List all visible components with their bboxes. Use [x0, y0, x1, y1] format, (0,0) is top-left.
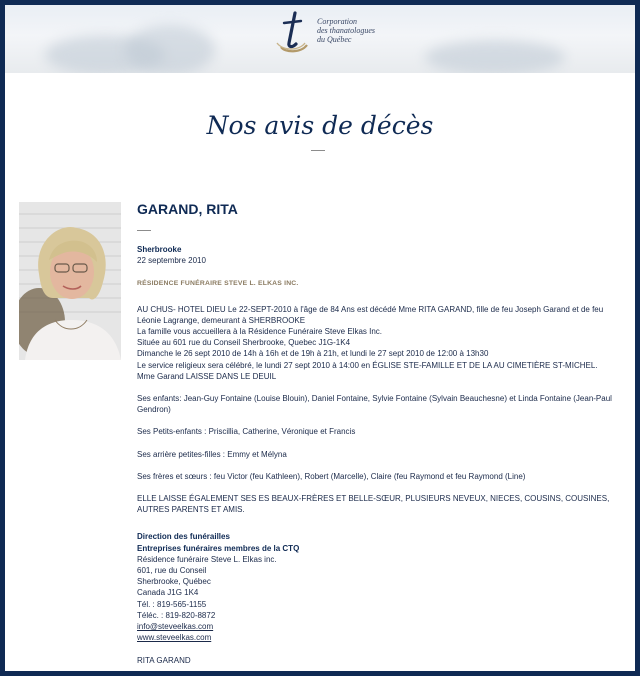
notice-line: ELLE LAISSE ÉGALEMENT SES ES BEAUX-FRÈRES ET BELLE-SŒUR, PLUSIEURS NEVEUX, NIECES, COUSINS, COUSINES, AUTRES PARENTS ET AMIS.: [137, 494, 610, 515]
extended-family-paragraph: [137, 493, 615, 515]
notice-line: AU CHUS- HOTEL DIEU Le 22-SEPT-2010 à l'âge de 84 Ans est décédé Mme RITA GARAND, fille de feu Joseph Garand et de feu Léonie Lagrange, demeurant à SHERBROOKE: [137, 304, 604, 325]
notice-line: Dimanche le 26 sept 2010 de 14h à 16h et de 19h à 21h, et lundi le 27 sept 2010 de 12:00 à 13h30: [137, 349, 489, 359]
company-name: Résidence funéraire Steve L. Elkas inc.: [137, 554, 277, 564]
address-line-3: Canada J1G 1K4: [137, 588, 199, 598]
phone-number: Tél. : 819-565-1155: [137, 599, 207, 609]
org-name-line-1: Corporation: [317, 17, 358, 26]
fax-number: Téléc. : 819-820-8872: [137, 610, 216, 620]
header-banner: [5, 5, 635, 73]
website-link[interactable]: www.steveelkas.com: [137, 633, 212, 643]
signoff-name: RITA GARAND: [137, 656, 191, 666]
notice-date: 22 septembre 2010: [137, 256, 206, 266]
page-title: Nos avis de décès: [206, 111, 434, 140]
notice-line: Ses enfants: Jean-Guy Fontaine (Louise Blouin), Daniel Fontaine, Sylvie Fontaine (Sylvain Beauchesne) et Linda Fontaine (Jean-Paul Gendron): [137, 394, 612, 415]
org-name: [317, 17, 375, 44]
direction-heading: Direction des funérailles: [137, 532, 230, 542]
address-line-1: 601, rue du Conseil: [137, 566, 207, 576]
ctq-logo-icon[interactable]: [267, 9, 315, 57]
org-name-line-3: du Québec: [317, 35, 352, 44]
title-divider: [311, 150, 325, 151]
notice-line: Mme Garand LAISSE DANS LE DEUIL: [137, 371, 277, 381]
page-frame: [5, 5, 635, 671]
notice-line: Ses frères et sœurs : feu Victor (feu Kathleen), Robert (Marcelle), Claire (feu Raymond et feu Raymond (Line): [137, 471, 526, 481]
children-paragraph: [137, 393, 615, 415]
notice-line: Ses Petits-enfants : Priscillia, Catherine, Véronique et Francis: [137, 427, 356, 437]
members-heading: Entreprises funéraires membres de la CTQ: [137, 543, 300, 553]
notice-line: Située au 601 rue du Conseil Sherbrooke, Quebec J1G-1K4: [137, 338, 351, 348]
grandchildren-paragraph: [137, 426, 615, 437]
notice-line: Le service religieux sera célébré, le lundi 27 sept 2010 à 14:00 en ÉGLISE STE-FAMILLE ET DE LA AU CIMETIÈRE ST-MICHEL.: [137, 360, 598, 370]
deceased-photo: [19, 202, 121, 360]
notice-city: Sherbrooke: [137, 245, 182, 254]
funeral-home-name: RÉSIDENCE FUNÉRAIRE STEVE L. ELKAS INC.: [137, 280, 299, 288]
siblings-paragraph: [137, 471, 615, 482]
notice-line: La famille vous accueillera à la Résidence Funéraire Steve Elkas Inc.: [137, 327, 383, 337]
deceased-name: GARAND, RITA: [137, 201, 238, 217]
org-name-line-2: des thanatologues: [317, 26, 375, 35]
funeral-direction: [137, 531, 615, 643]
email-link[interactable]: info@steveelkas.com: [137, 622, 214, 632]
notice-paragraph: [137, 304, 615, 382]
notice-body: [137, 304, 615, 516]
address-line-2: Sherbrooke, Québec: [137, 577, 211, 587]
name-divider: [137, 230, 151, 231]
notice-line: Ses arrière petites-filles : Emmy et Mélyna: [137, 449, 287, 459]
obituary-notice: [137, 201, 615, 667]
great-grandchildren-paragraph: [137, 449, 615, 460]
